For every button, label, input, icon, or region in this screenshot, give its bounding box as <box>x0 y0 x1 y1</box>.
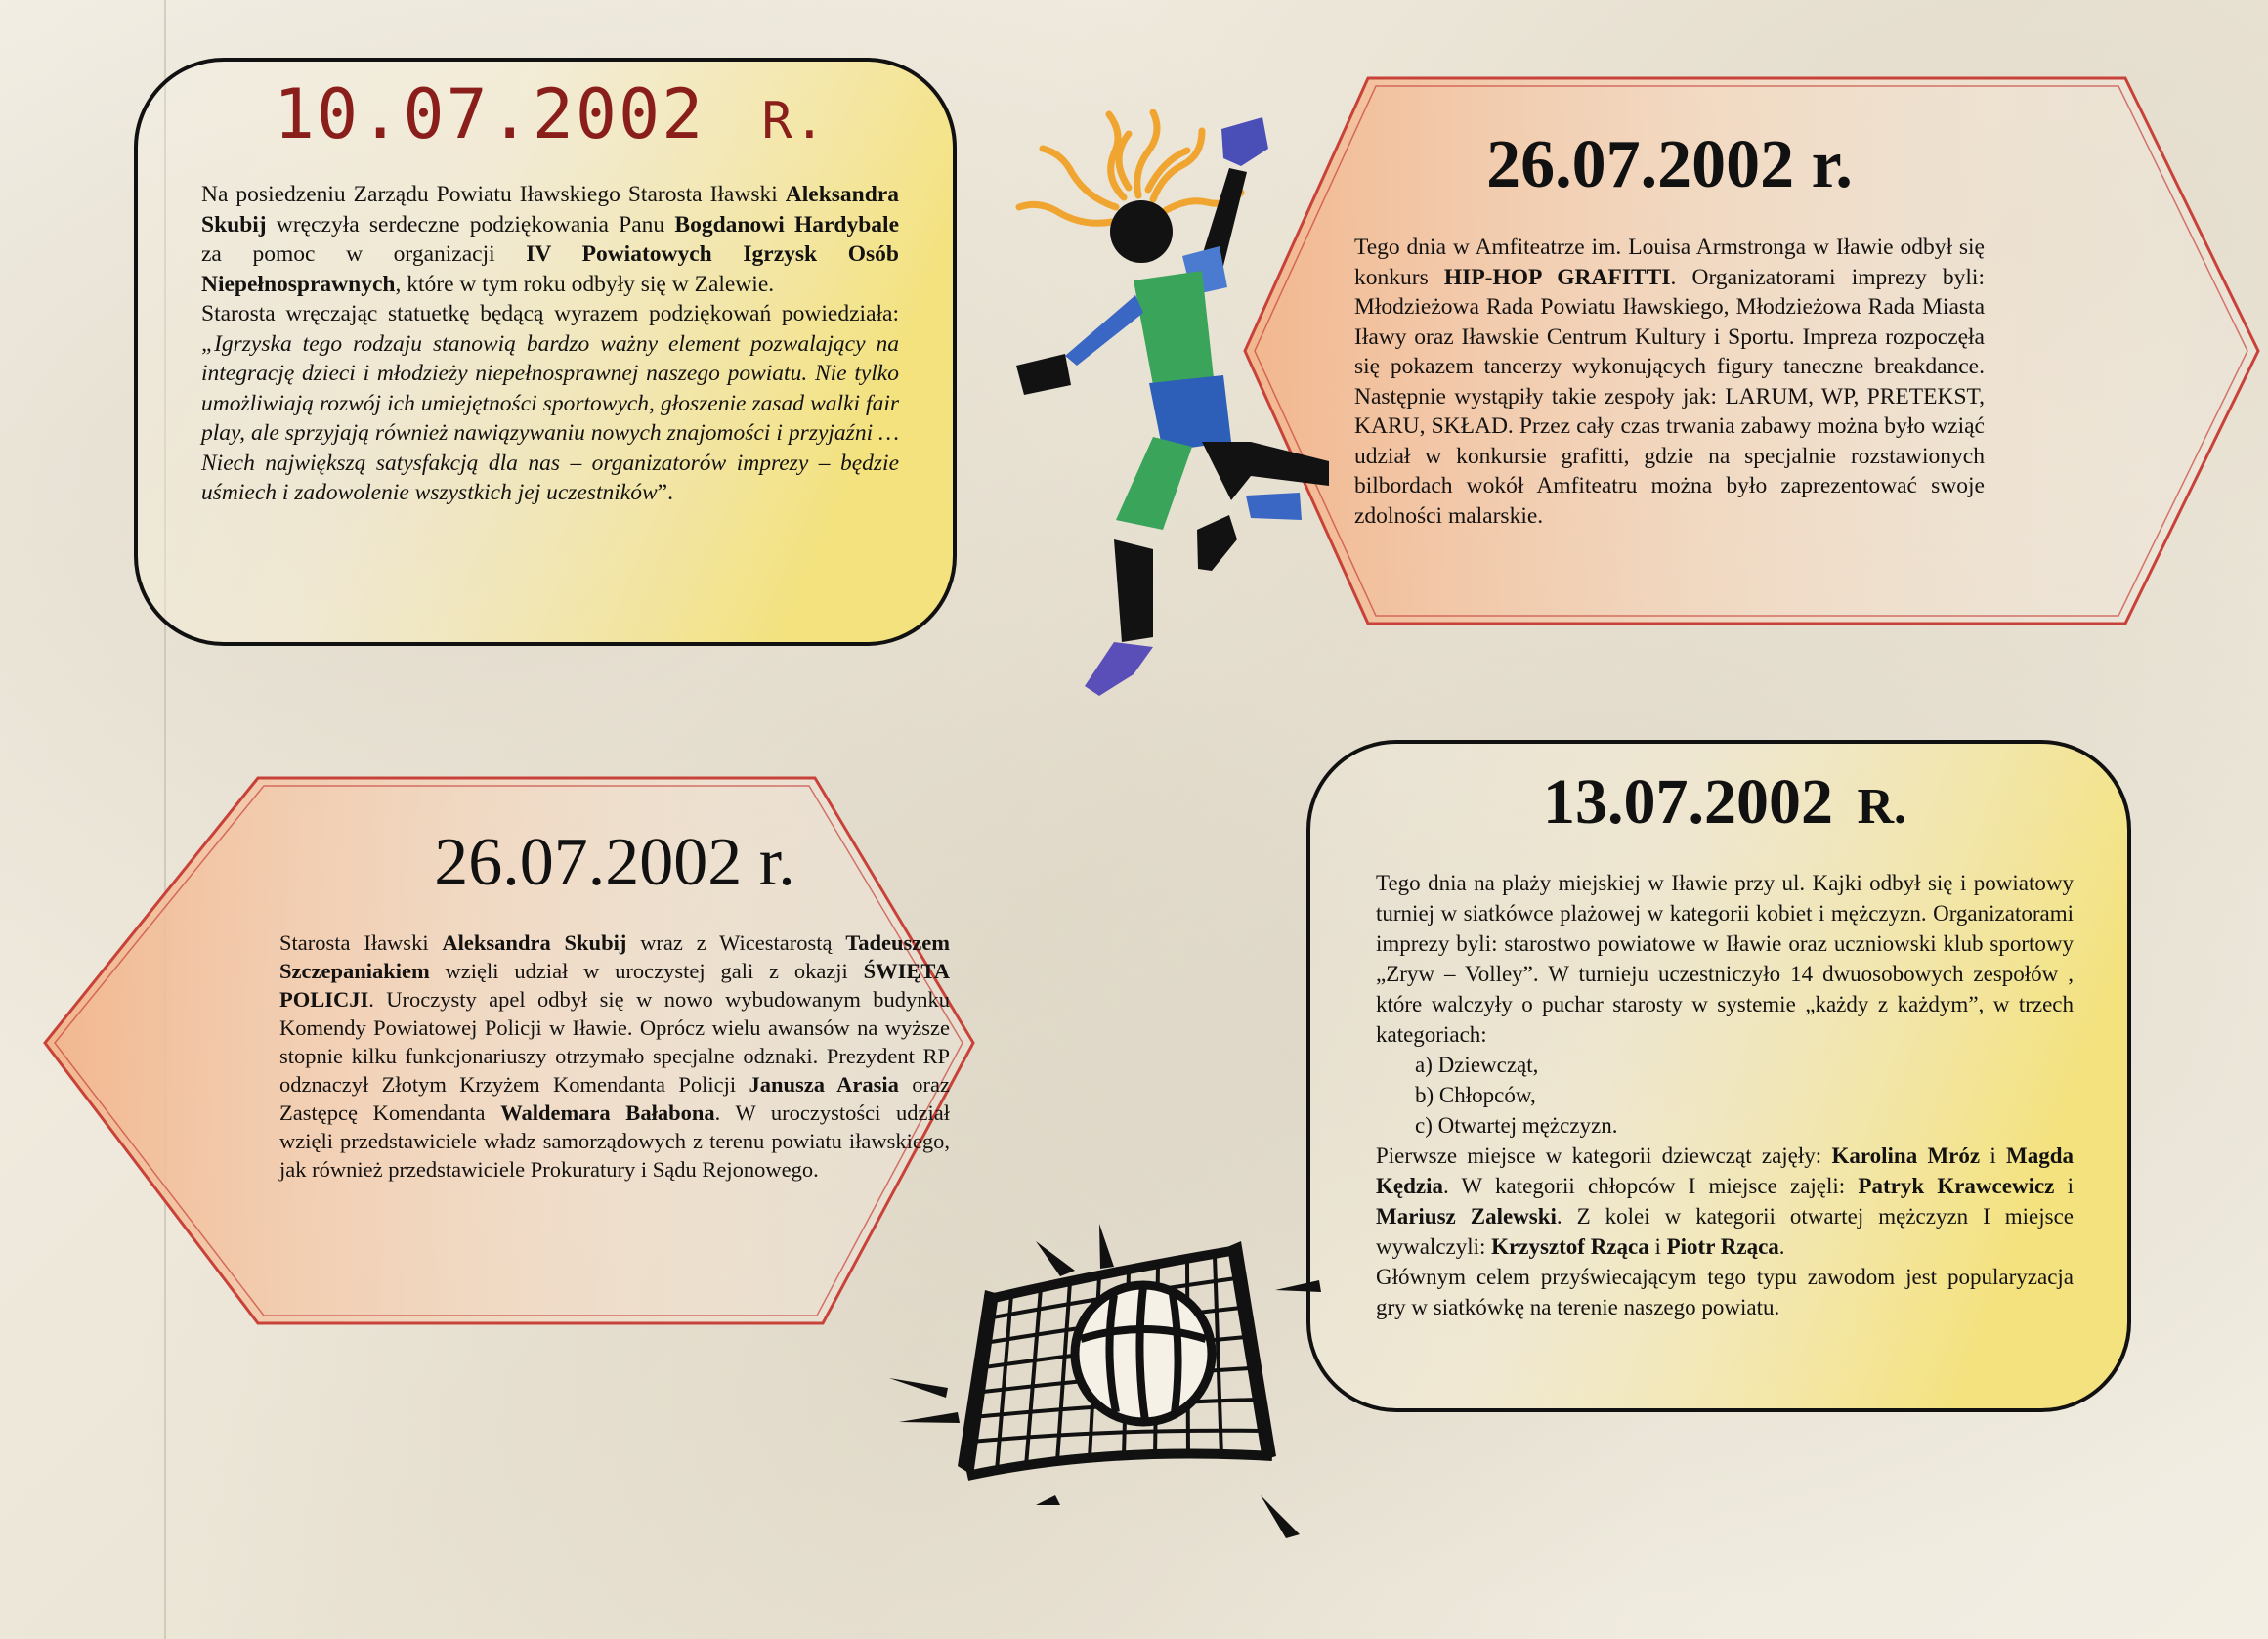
box-1-title <box>201 74 899 154</box>
box-4-date: 13.07.2002 <box>1542 766 1833 838</box>
box-4-text: Tego dnia na plaży miejskiej w Iławie przy ul. Kajki odbył się i powiatowy turniej w siatkówce plażowej w kategorii kobiet i mężczyzn. Organizatorami imprezy byli: starostwo powiatowe w Iławie oraz uczniowski klub sportowy „Zryw – Volley”. W turnieju uczestniczyło 14 dwuosobowych zespołów , które walczyły o puchar starosty w systemie „każdy z każdym”, w trzech kategoriach: a) Dziewcząt, b) Chłopców, c) Otwartej mężczyzn. Pierwsze miejsce w kategorii dziewcząt zajęły: Karolina Mróz i Magda Kędzia. W kategorii chłopców I miejsce zajęli: Patryk Krawcewicz i Mariusz Zalewski. Z kolei w kategorii otwartej mężczyzn I miejsce wywalczyli: Krzysztof Rząca i Piotr Rząca. Głównym celem przyświecającym tego typu zawodom jest popularyzacja gry w siatkówkę na terenie naszego powiatu. <box>1376 868 2074 1322</box>
box-2-title: 26.07.2002 r. <box>1486 127 1853 202</box>
box-2-text: Tego dnia w Amfiteatrze im. Louisa Armstronga w Iławie odbył się konkurs HIP-HOP GRAFITTI. Organizatorami imprezy byli: Młodzieżowa Rada Powiatu Iławskiego, Młodzieżowa Rada Miasta Iławy oraz Iławskie Centrum Kultury i Sportu. Impreza rozpoczęła się pokazem tancerzy wykonujących figury taneczne breakdance. Następnie wystąpiły takie zespoły jak: LARUM, WP, PRETEKST, KARU, SKŁAD. Przez cały czas trwania zabawy można było wziąć udział w konkursie grafitti, gdzie na specjalnie rozstawionych bilbordach wokół Amfiteatru można było zaprezentować swoje zdolności malarskie. <box>1354 235 1985 529</box>
box-4-date-suffix: R. <box>1857 779 1907 835</box>
event-box-26-07-2002-grafitti <box>1241 74 2262 627</box>
box-1-date-suffix: R. <box>761 92 828 151</box>
box-4-intro: Tego dnia na plaży miejskiej w Iławie przy ul. Kajki odbył się i powiatowy turniej w siatkówce plażowej w kategorii kobiet i mężczyzn. Organizatorami imprezy byli: starostwo powiatowe w Iławie oraz uczniowski klub sportowy „Zryw – Volley”. W turnieju uczestniczyło 14 dwuosobowych zespołów , które walczyły o puchar starosty w systemie „każdy z każdym”, w trzech kategoriach: <box>1376 871 2074 1047</box>
event-box-10-07-2002 <box>133 57 958 647</box>
list-item: a) Dziewcząt, <box>1415 1053 1539 1077</box>
box-4-title <box>1376 766 2074 838</box>
box-4-closing: Głównym celem przyświecającym tego typu zawodom jest popularyzacja gry w siatkówkę na terenie naszego powiatu. <box>1376 1265 2074 1319</box>
event-box-26-07-2002-policja <box>41 774 977 1327</box>
list-item: c) Otwartej mężczyzn. <box>1415 1113 1618 1138</box>
box-3-title: 26.07.2002 r. <box>434 825 795 900</box>
box-3-text: Starosta Iławski Aleksandra Skubij wraz z Wicestarostą Tadeuszem Szczepaniakiem wzięli udział w uroczystej gali z okazji ŚWIĘTA POLICJI. Uroczysty apel odbył się w nowo wybudowanym budynku Komendy Powiatowej Policji w Iławie. Oprócz wielu awansów na wyższe stopnie kilku funkcjonariuszy otrzymało specjalne odznaki. Prezydent RP odznaczył Złotym Krzyżem Komendanta Policji Janusza Arasia oraz Zastępcę Komendanta Waldemara Bałabona. W uroczystości udział wzięli przedstawiciele władz samorządowych z terenu powiatu iławskiego, jak również przedstawiciele Prokuratury i Sądu Rejonowego. <box>279 930 950 1182</box>
volleyball-net-icon <box>889 1212 1378 1544</box>
box-1-text: Na posiedzeniu Zarządu Powiatu Iławskiego Starosta Iławski Aleksandra Skubij wręczyła serdeczne podziękowania Panu Bogdanowi Hardybale za pomoc w organizacji IV Powiatowych Igrzysk Osób Niepełnosprawnych, które w tym roku odbyły się w Zalewie. Starosta wręczając statuetkę będącą wyrazem podziękowań powiedziała: „Igrzyska tego rodzaju stanowią bardzo ważny element pozwalający na integrację dzieci i młodzieży niepełnosprawnej naszego powiatu. Nie tylko umożliwiają rozwój ich umiejętności sportowych, głoszenie zasad walki fair play, ale sprzyjają również nawiązywaniu nowych znajomości i przyjaźni … Niech największą satysfakcją dla nas – organizatorów imprezy – będzie uśmiech i zadowolenie wszystkich jej uczestników”. <box>201 182 899 505</box>
list-item: b) Chłopców, <box>1415 1083 1536 1107</box>
event-box-13-07-2002 <box>1305 739 2132 1413</box>
hip-hop-dancer-icon <box>1006 109 1378 706</box>
box-1-date: 10.07.2002 <box>273 74 706 154</box>
categories-list <box>1376 1050 2074 1141</box>
